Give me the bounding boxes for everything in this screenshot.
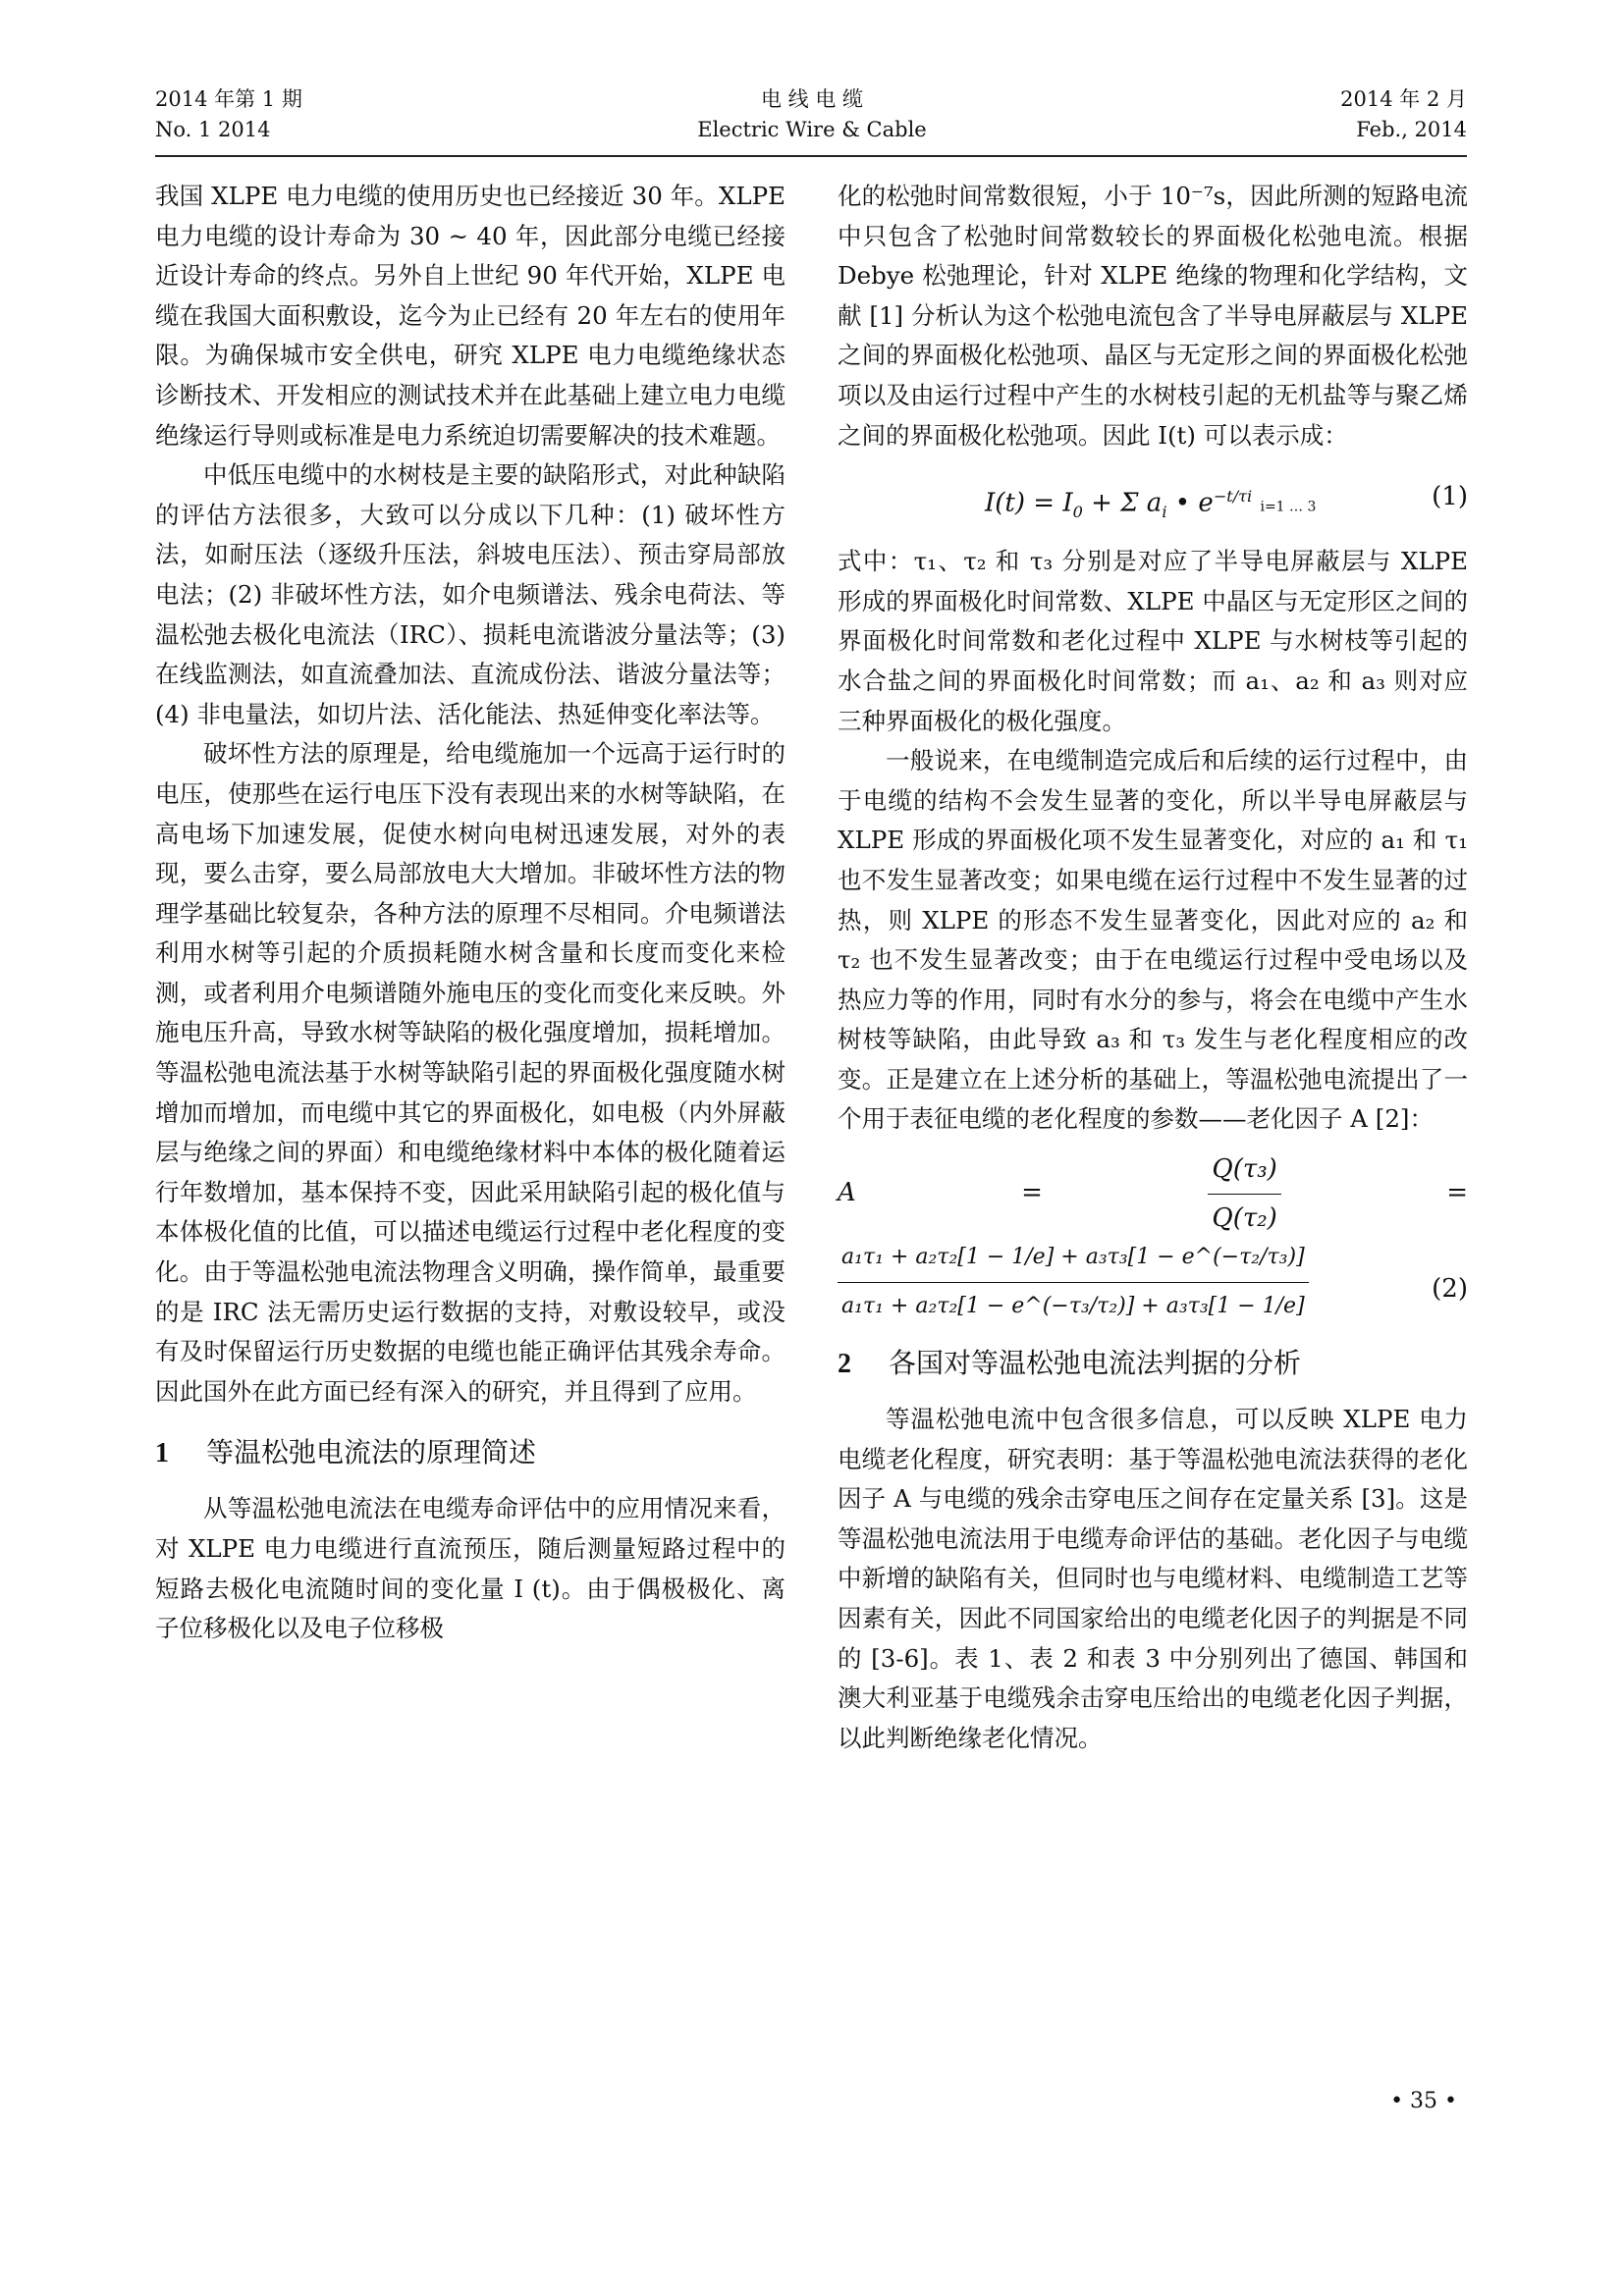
header-date-en: Feb., 2014 [1356,118,1467,141]
page-number: • 35 • [1390,2089,1457,2113]
paragraph: 等温松弛电流中包含很多信息，可以反映 XLPE 电力电缆老化程度，研究表明：基于等温松弛电流法获得的老化因子 A 与电缆的残余击穿电压之间存在定量关系 [3]。这是等温松弛电流法用于电缆寿命评估的基础。老化因子与电缆中新增的缺陷有关，但同时也与电缆材料、电缆制造工艺等因素有关，因此不同国家给出的电缆老化因子的判据是不同的 [3-6]。表 1、表 2 和表 3 中分别列出了德国、韩国和澳大利亚基于电缆残余击穿电压给出的电缆老化因子判据，以此判断绝缘老化情况。 [838,1405,1468,1752]
section-title: 各国对等温松弛电流法判据的分析 [889,1347,1302,1380]
header-date-cn: 2014 年 2 月 [1340,87,1467,111]
paragraph: 从等温松弛电流法在电缆寿命评估中的应用情况来看，对 XLPE 电力电缆进行直流预压，随后测量短路过程中的短路去极化电流随时间的变化量 I (t)。由于偶极极化、离子位移极化以及电子位移极 [155,1494,785,1643]
header-issue-cn: 2014 年第 1 期 [155,87,302,111]
equation-2 [838,1140,1468,1322]
paragraph: 一般说来，在电缆制造完成后和后续的运行过程中，由于电缆的结构不会发生显著的变化，所以半导电屏蔽层与 XLPE 形成的界面极化项不发生显著变化，对应的 a₁ 和 τ₁ 也不发生显著改变；如果电缆在运行过程中不发生显著的过热，则 XLPE 的形态不发生显著变化，因此对应的 a₂ 和 τ₂ 也不发生显著改变；由于在电缆运行过程中受电场以及热应力等的作用，同时有水分的参与，将会在电缆中产生水树枝等缺陷，由此导致 a₃ 和 τ₃ 发生与老化程度相应的改变。正是建立在上述分析的基础上，等温松弛电流提出了一个用于表征电缆的老化程度的参数——老化因子 A [2]： [838,746,1468,1134]
left-column [155,177,785,1649]
equation-number: (1) [1432,482,1468,512]
right-column [838,177,1468,1758]
section-heading-1 [155,1433,785,1473]
fraction-a: $\frac{\text{a₁τ₁ + a₂τ₂[1 − 1/e] + a₃τ₃[1 − e\textasciicircum{}(−τ₂/τ₃)]}}{\text{a₁τ₁ + a₂τ₂[1 − e\textasciicircum{}(−τ₃/τ₂)] + a₃τ₃[1 − 1/e]}}$ [838,1238,1309,1326]
equation-1-body: $I(t) = I_0 + \Sigma$ $a_i$ • $e^{-t/\tau i}$ i=1 … 3 [985,487,1317,521]
equation-number: (2) [1432,1274,1468,1305]
section-number: 2 [838,1349,851,1380]
header-issue-en: No. 1 2014 [155,118,271,141]
section-heading-2 [838,1344,1468,1384]
paragraph: 中低压电缆中的水树枝是主要的缺陷形式，对此种缺陷的评估方法很多，大致可以分成以下几种：(1) 破坏性方法，如耐压法（逐级升压法，斜坡电压法）、预击穿局部放电法；(2) 非破坏性方法，如介电频谱法、残余电荷法、等温松弛去极化电流法（IRC）、损耗电流谐波分量法等；(3) 在线监测法，如直流叠加法、直流成份法、谐波分量法等；(4) 非电量法，如切片法、活化能法、热延伸变化率法等。 [155,460,785,728]
fraction-q: $\frac{\text{Q(τ₃)}}{\text{Q(τ₂)}}$ [1208,1149,1280,1238]
paragraph: 我国 XLPE 电力电缆的使用历史也已经接近 30 年。XLPE 电力电缆的设计寿命为 30 ~ 40 年，因此部分电缆已经接近设计寿命的终点。另外自上世纪 90 年代开始，XLPE 电缆在我国大面积敷设，迄今为止已经有 20 年左右的使用年限。为确保城市安全供电，研究 XLPE 电力电缆绝缘状态诊断技术、开发相应的测试技术并在此基础上建立电力电缆绝缘运行导则或标准是电力系统迫切需要解决的技术难题。 [155,182,785,450]
paragraph: 式中：τ₁、τ₂ 和 τ₃ 分别是对应了半导电屏蔽层与 XLPE 形成的界面极化时间常数、XLPE 中晶区与无定形区之间的界面极化时间常数和老化过程中 XLPE 与水树枝等引起的水合盐之间的界面极化时间常数；而 a₁、a₂ 和 a₃ 则对应三种界面极化的极化强度。 [838,547,1468,735]
section-title: 等温松弛电流法的原理简述 [206,1436,537,1469]
equation-2-body: A = $\frac{\text{Q(τ₃)}}{\text{Q(τ₂)}}$ = $\frac{\text{a₁τ₁ + a₂τ₂[1 − 1/e] + a₃τ₃[1 − e\textasciicircum{}(−τ₂/τ₃)]}}{\text{a₁τ₁ + a₂τ₂[1 − e\textasciicircum{}(−τ₃/τ₂)] + a₃τ₃[1 − 1/e]}}$ [838,1149,1468,1326]
header-rule [155,155,1467,157]
header-date [1340,84,1467,145]
paragraph: 破坏性方法的原理是，给电缆施加一个远高于运行时的电压，使那些在运行电压下没有表现出来的水树等缺陷，在高电场下加速发展，促使水树向电树迅速发展，对外的表现，要么击穿，要么局部放电大大增加。非破坏性方法的物理学基础比较复杂，各种方法的原理不尽相同。介电频谱法利用水树等引起的介质损耗随水树含量和长度而变化来检测，或者利用介电频谱随外施电压的变化而变化来反映。外施电压升高，导致水树等缺陷的极化强度增加，损耗增加。等温松弛电流法基于水树等缺陷引起的界面极化强度随水树增加而增加，而电缆中其它的界面极化，如电极（内外屏蔽层与绝缘之间的界面）和电缆绝缘材料中本体的极化随着运行年数增加，基本保持不变，因此采用缺陷引起的极化值与本体极化值的比值，可以描述电缆运行过程中老化程度的变化。由于等温松弛电流法物理含义明确，操作简单，最重要的是 IRC 法无需历史运行数据的支持，对敷设较早，或没有及时保留运行历史数据的电缆也能正确评估其残余寿命。因此国外在此方面已经有深入的研究，并且得到了应用。 [155,739,785,1406]
journal-title-cn: 电 线 电 缆 [760,87,864,111]
paragraph: 化的松弛时间常数很短，小于 10⁻⁷s，因此所测的短路电流中只包含了松弛时间常数较长的界面极化松弛电流。根据 Debye 松弛理论，针对 XLPE 绝缘的物理和化学结构，文献 [1] 分析认为这个松弛电流包含了半导电屏蔽层与 XLPE 之间的界面极化松弛项、晶区与无定形之间的界面极化松弛项以及由运行过程中产生的水树枝引起的无机盐等与聚乙烯之间的界面极化松弛项。因此 I(t) 可以表示成： [838,182,1468,450]
equation-1 [838,455,1468,542]
section-number: 1 [155,1438,169,1469]
journal-title-en: Electric Wire & Cable [697,118,927,141]
